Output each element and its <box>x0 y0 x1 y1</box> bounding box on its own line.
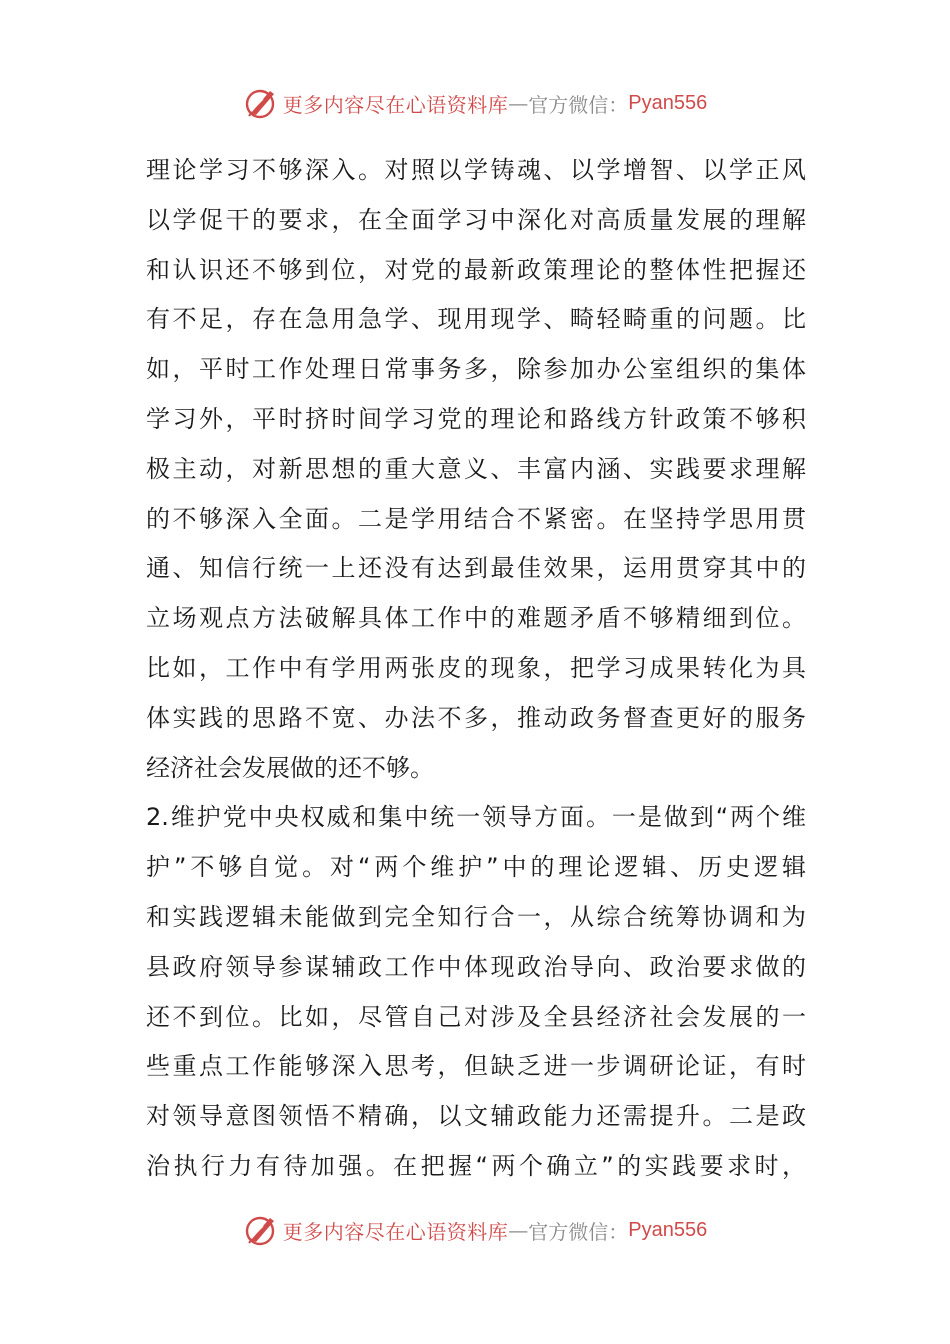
quill-pen-icon <box>243 85 279 121</box>
banner-separator: — <box>508 91 529 115</box>
body-line: 的不够深入全面。二是学用结合不紧密。在坚持学思用贯 <box>146 504 806 533</box>
footer-banner <box>0 1212 950 1248</box>
body-line: 以学促干的要求，在全面学习中深化对高质量发展的理解 <box>146 205 806 234</box>
body-line: 如，平时工作处理日常事务多，除参加办公室组织的集体 <box>146 355 806 384</box>
body-line: 治执行力有待加强。在把握“两个确立”的实践要求时， <box>146 1151 806 1180</box>
banner-handle: Pyan556 <box>628 91 708 114</box>
header-banner <box>0 85 950 121</box>
body-line: 2.维护党中央权威和集中统一领导方面。一是做到“两个维 <box>146 803 806 832</box>
body-line: 县政府领导参谋辅政工作中体现政治导向、政治要求做的 <box>146 952 806 981</box>
banner-label: 官方微信： <box>528 92 629 117</box>
banner-label: 官方微信： <box>528 1219 629 1244</box>
body-line: 和实践逻辑未能做到完全知行合一，从综合统筹协调和为 <box>146 902 806 931</box>
body-line: 和认识还不够到位，对党的最新政策理论的整体性把握还 <box>146 255 806 284</box>
body-line: 经济社会发展做的还不够。 <box>146 753 434 782</box>
body-line: 体实践的思路不宽、办法不多，推动政务督查更好的服务 <box>146 703 806 732</box>
body-line: 学习外，平时挤时间学习党的理论和路线方针政策不够积 <box>146 404 806 433</box>
body-line: 理论学习不够深入。对照以学铸魂、以学增智、以学正风 <box>146 156 806 184</box>
body-line: 有不足，存在急用急学、现用现学、畸轻畸重的问题。比 <box>146 305 806 334</box>
banner-slogan: 更多内容尽在心语资料库 <box>282 92 509 117</box>
body-line: 比如，工作中有学用两张皮的现象，把学习成果转化为具 <box>146 653 806 682</box>
body-line: 些重点工作能够深入思考，但缺乏进一步调研论证，有时 <box>146 1052 806 1081</box>
banner-slogan: 更多内容尽在心语资料库 <box>282 1219 509 1244</box>
body-line: 护”不够自觉。对“两个维护”中的理论逻辑、历史逻辑 <box>146 853 806 882</box>
body-line: 立场观点方法破解具体工作中的难题矛盾不够精细到位。 <box>146 604 806 633</box>
body-line: 通、知信行统一上还没有达到最佳效果，运用贯穿其中的 <box>146 554 806 583</box>
body-line: 极主动，对新思想的重大意义、丰富内涵、实践要求理解 <box>146 454 806 483</box>
banner-separator: — <box>508 1218 529 1242</box>
body-line: 对领导意图领悟不精确，以文辅政能力还需提升。二是政 <box>146 1102 806 1131</box>
quill-pen-icon <box>243 1212 279 1248</box>
banner-handle: Pyan556 <box>628 1218 708 1241</box>
body-line: 还不到位。比如，尽管自己对涉及全县经济社会发展的一 <box>146 1002 806 1031</box>
document-body <box>146 146 806 1192</box>
